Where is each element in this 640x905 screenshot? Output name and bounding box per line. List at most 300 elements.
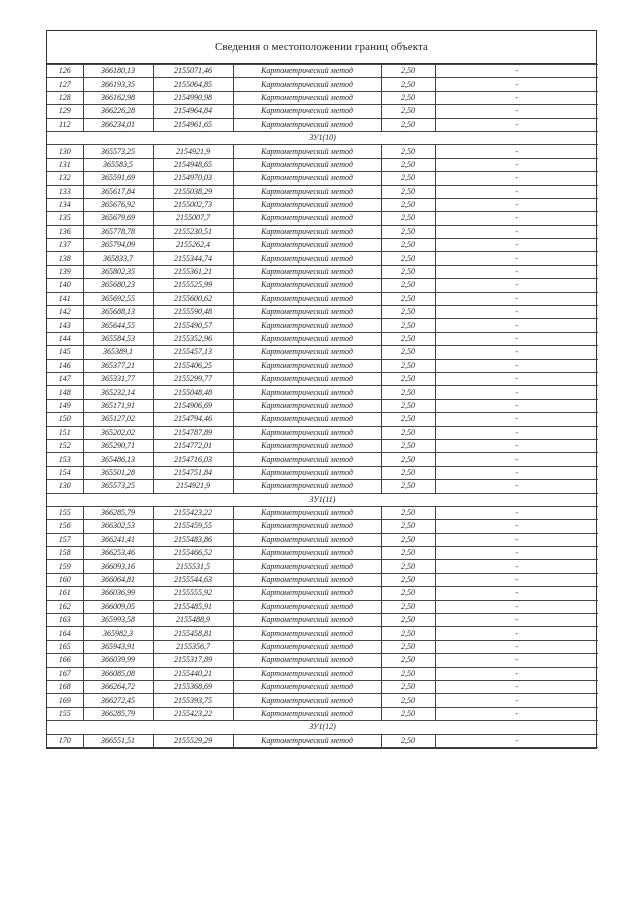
cell-point-number: 161	[47, 587, 83, 600]
cell-point-number: 142	[47, 306, 83, 319]
cell-accuracy: 2,50	[381, 614, 435, 627]
cell-coord-x: 365583,5	[83, 158, 153, 171]
table-row	[47, 627, 598, 640]
cell-coord-y: 2155299,77	[153, 372, 233, 385]
cell-description: -	[435, 439, 598, 452]
cell-accuracy: 2,50	[381, 707, 435, 720]
cell-coord-y: 2154921,9	[153, 145, 233, 158]
cell-method: Картометрический метод	[233, 172, 381, 185]
cell-point-number: 130	[47, 480, 83, 493]
cell-description: -	[435, 466, 598, 479]
cell-description: -	[435, 118, 598, 131]
cell-method: Картометрический метод	[233, 520, 381, 533]
table-row	[47, 292, 598, 305]
cell-coord-x: 366234,01	[83, 118, 153, 131]
cell-point-number: 165	[47, 640, 83, 653]
cell-coord-x: 366241,41	[83, 533, 153, 546]
cell-coord-y: 2154990,98	[153, 91, 233, 104]
cell-coord-x: 365679,69	[83, 212, 153, 225]
table-row	[47, 680, 598, 693]
cell-method: Картометрический метод	[233, 734, 381, 747]
cell-method: Картометрический метод	[233, 78, 381, 91]
cell-point-number: 163	[47, 614, 83, 627]
cell-coord-y: 2155230,51	[153, 225, 233, 238]
cell-point-number: 141	[47, 292, 83, 305]
cell-description: -	[435, 386, 598, 399]
cell-coord-x: 365688,13	[83, 306, 153, 319]
cell-description: -	[435, 372, 598, 385]
cell-point-number: 134	[47, 198, 83, 211]
cell-point-number: 135	[47, 212, 83, 225]
cell-description: -	[435, 306, 598, 319]
section-label: ЗУ1(10)	[47, 131, 598, 144]
cell-accuracy: 2,50	[381, 587, 435, 600]
table-row	[47, 640, 598, 653]
section-row	[47, 131, 598, 144]
table-row	[47, 65, 598, 78]
table-row	[47, 614, 598, 627]
table-row	[47, 372, 598, 385]
cell-coord-x: 365644,55	[83, 319, 153, 332]
cell-point-number: 129	[47, 105, 83, 118]
cell-coord-x: 365501,28	[83, 466, 153, 479]
cell-coord-y: 2154961,65	[153, 118, 233, 131]
cell-coord-y: 2154716,03	[153, 453, 233, 466]
table-row	[47, 654, 598, 667]
cell-coord-x: 366093,16	[83, 560, 153, 573]
table-row	[47, 413, 598, 426]
cell-coord-y: 2154906,69	[153, 399, 233, 412]
cell-accuracy: 2,50	[381, 573, 435, 586]
cell-point-number: 160	[47, 573, 83, 586]
cell-description: -	[435, 185, 598, 198]
cell-method: Картометрический метод	[233, 667, 381, 680]
cell-description: -	[435, 359, 598, 372]
cell-coord-x: 366302,53	[83, 520, 153, 533]
table-row	[47, 91, 598, 104]
cell-accuracy: 2,50	[381, 667, 435, 680]
cell-accuracy: 2,50	[381, 627, 435, 640]
cell-point-number: 150	[47, 413, 83, 426]
cell-method: Картометрический метод	[233, 413, 381, 426]
cell-coord-x: 365982,3	[83, 627, 153, 640]
cell-coord-x: 366162,98	[83, 91, 153, 104]
cell-method: Картометрический метод	[233, 65, 381, 78]
cell-coord-y: 2155352,96	[153, 332, 233, 345]
cell-description: -	[435, 78, 598, 91]
cell-description: -	[435, 694, 598, 707]
cell-point-number: 170	[47, 734, 83, 747]
cell-coord-x: 366264,72	[83, 680, 153, 693]
cell-coord-x: 365573,25	[83, 145, 153, 158]
cell-point-number: 137	[47, 239, 83, 252]
cell-accuracy: 2,50	[381, 78, 435, 91]
cell-coord-x: 365617,84	[83, 185, 153, 198]
cell-coord-x: 366193,35	[83, 78, 153, 91]
table-row	[47, 439, 598, 452]
cell-accuracy: 2,50	[381, 533, 435, 546]
cell-point-number: 153	[47, 453, 83, 466]
cell-description: -	[435, 319, 598, 332]
table-row	[47, 573, 598, 586]
table-row	[47, 172, 598, 185]
cell-coord-y: 2155440,21	[153, 667, 233, 680]
cell-point-number: 152	[47, 439, 83, 452]
table-row	[47, 359, 598, 372]
cell-accuracy: 2,50	[381, 640, 435, 653]
coordinates-table	[47, 64, 598, 748]
cell-description: -	[435, 614, 598, 627]
section-label: ЗУ1(12)	[47, 721, 598, 734]
cell-point-number: 156	[47, 520, 83, 533]
cell-point-number: 162	[47, 600, 83, 613]
cell-description: -	[435, 172, 598, 185]
cell-accuracy: 2,50	[381, 172, 435, 185]
cell-description: -	[435, 413, 598, 426]
cell-coord-y: 2154751,84	[153, 466, 233, 479]
cell-coord-y: 2155064,85	[153, 78, 233, 91]
cell-coord-y: 2155317,89	[153, 654, 233, 667]
cell-description: -	[435, 520, 598, 533]
cell-coord-x: 366039,99	[83, 654, 153, 667]
cell-accuracy: 2,50	[381, 105, 435, 118]
cell-point-number: 148	[47, 386, 83, 399]
cell-accuracy: 2,50	[381, 386, 435, 399]
table-row	[47, 600, 598, 613]
table-row	[47, 453, 598, 466]
cell-method: Картометрический метод	[233, 252, 381, 265]
cell-method: Картометрический метод	[233, 332, 381, 345]
cell-coord-x: 366285,79	[83, 506, 153, 519]
cell-method: Картометрический метод	[233, 158, 381, 171]
cell-coord-y: 2155483,86	[153, 533, 233, 546]
cell-coord-x: 366551,51	[83, 734, 153, 747]
cell-point-number: 112	[47, 118, 83, 131]
cell-method: Картометрический метод	[233, 319, 381, 332]
cell-description: -	[435, 453, 598, 466]
cell-coord-x: 365802,35	[83, 265, 153, 278]
cell-coord-y: 2155459,55	[153, 520, 233, 533]
coordinates-table-body	[47, 65, 598, 748]
cell-description: -	[435, 667, 598, 680]
cell-point-number: 136	[47, 225, 83, 238]
cell-description: -	[435, 560, 598, 573]
cell-method: Картометрический метод	[233, 439, 381, 452]
cell-coord-x: 365778,78	[83, 225, 153, 238]
cell-description: -	[435, 225, 598, 238]
cell-coord-x: 366253,46	[83, 547, 153, 560]
table-row	[47, 480, 598, 493]
cell-point-number: 155	[47, 506, 83, 519]
cell-coord-y: 2155071,46	[153, 65, 233, 78]
cell-coord-y: 2155488,9	[153, 614, 233, 627]
cell-point-number: 154	[47, 466, 83, 479]
cell-point-number: 166	[47, 654, 83, 667]
cell-coord-y: 2154964,84	[153, 105, 233, 118]
cell-coord-y: 2155344,74	[153, 252, 233, 265]
cell-coord-x: 366272,45	[83, 694, 153, 707]
table-row	[47, 707, 598, 720]
cell-coord-y: 2155525,99	[153, 279, 233, 292]
cell-description: -	[435, 198, 598, 211]
cell-method: Картометрический метод	[233, 399, 381, 412]
table-row	[47, 212, 598, 225]
cell-method: Картометрический метод	[233, 225, 381, 238]
cell-accuracy: 2,50	[381, 118, 435, 131]
cell-coord-y: 2155368,69	[153, 680, 233, 693]
table-row	[47, 346, 598, 359]
cell-method: Картометрический метод	[233, 547, 381, 560]
cell-accuracy: 2,50	[381, 680, 435, 693]
cell-coord-x: 365591,69	[83, 172, 153, 185]
cell-method: Картометрический метод	[233, 359, 381, 372]
cell-method: Картометрический метод	[233, 600, 381, 613]
cell-point-number: 131	[47, 158, 83, 171]
cell-coord-x: 366226,28	[83, 105, 153, 118]
cell-description: -	[435, 145, 598, 158]
cell-accuracy: 2,50	[381, 520, 435, 533]
cell-coord-x: 366180,13	[83, 65, 153, 78]
table-row	[47, 587, 598, 600]
cell-accuracy: 2,50	[381, 158, 435, 171]
cell-accuracy: 2,50	[381, 212, 435, 225]
cell-coord-x: 365232,14	[83, 386, 153, 399]
cell-coord-y: 2155457,13	[153, 346, 233, 359]
cell-method: Картометрический метод	[233, 453, 381, 466]
table-row	[47, 466, 598, 479]
table-row	[47, 547, 598, 560]
cell-method: Картометрический метод	[233, 694, 381, 707]
cell-coord-x: 365676,92	[83, 198, 153, 211]
cell-method: Картометрический метод	[233, 466, 381, 479]
cell-method: Картометрический метод	[233, 560, 381, 573]
cell-method: Картометрический метод	[233, 198, 381, 211]
cell-coord-y: 2155393,75	[153, 694, 233, 707]
cell-point-number: 146	[47, 359, 83, 372]
table-row	[47, 198, 598, 211]
cell-description: -	[435, 292, 598, 305]
cell-method: Картометрический метод	[233, 587, 381, 600]
cell-accuracy: 2,50	[381, 306, 435, 319]
cell-coord-y: 2155356,7	[153, 640, 233, 653]
cell-method: Картометрический метод	[233, 573, 381, 586]
cell-coord-y: 2155458,81	[153, 627, 233, 640]
table-row	[47, 105, 598, 118]
cell-accuracy: 2,50	[381, 145, 435, 158]
cell-accuracy: 2,50	[381, 694, 435, 707]
cell-accuracy: 2,50	[381, 91, 435, 104]
cell-coord-x: 365943,91	[83, 640, 153, 653]
cell-accuracy: 2,50	[381, 292, 435, 305]
cell-point-number: 143	[47, 319, 83, 332]
cell-method: Картометрический метод	[233, 506, 381, 519]
cell-accuracy: 2,50	[381, 265, 435, 278]
cell-coord-y: 2155490,57	[153, 319, 233, 332]
cell-coord-x: 366009,05	[83, 600, 153, 613]
cell-accuracy: 2,50	[381, 547, 435, 560]
cell-accuracy: 2,50	[381, 560, 435, 573]
cell-coord-y: 2155555,92	[153, 587, 233, 600]
table-row	[47, 319, 598, 332]
table-row	[47, 399, 598, 412]
cell-description: -	[435, 573, 598, 586]
cell-description: -	[435, 734, 598, 747]
cell-accuracy: 2,50	[381, 372, 435, 385]
table-row	[47, 252, 598, 265]
cell-accuracy: 2,50	[381, 185, 435, 198]
cell-accuracy: 2,50	[381, 399, 435, 412]
cell-point-number: 128	[47, 91, 83, 104]
cell-coord-y: 2155007,7	[153, 212, 233, 225]
cell-coord-x: 365127,02	[83, 413, 153, 426]
cell-accuracy: 2,50	[381, 453, 435, 466]
cell-coord-y: 2155466,52	[153, 547, 233, 560]
cell-coord-x: 365584,53	[83, 332, 153, 345]
cell-method: Картометрический метод	[233, 145, 381, 158]
cell-point-number: 155	[47, 707, 83, 720]
cell-description: -	[435, 212, 598, 225]
cell-coord-x: 366285,79	[83, 707, 153, 720]
table-row	[47, 118, 598, 131]
cell-coord-x: 365573,25	[83, 480, 153, 493]
cell-coord-y: 2155423,22	[153, 506, 233, 519]
cell-coord-x: 365794,09	[83, 239, 153, 252]
cell-coord-y: 2154921,9	[153, 480, 233, 493]
cell-accuracy: 2,50	[381, 346, 435, 359]
cell-point-number: 151	[47, 426, 83, 439]
cell-description: -	[435, 707, 598, 720]
cell-coord-y: 2154794,46	[153, 413, 233, 426]
cell-accuracy: 2,50	[381, 239, 435, 252]
cell-coord-y: 2154948,65	[153, 158, 233, 171]
cell-coord-y: 2155406,25	[153, 359, 233, 372]
cell-description: -	[435, 426, 598, 439]
table-row	[47, 506, 598, 519]
cell-method: Картометрический метод	[233, 105, 381, 118]
cell-coord-y: 2154970,03	[153, 172, 233, 185]
cell-coord-x: 365486,13	[83, 453, 153, 466]
cell-coord-x: 366085,08	[83, 667, 153, 680]
cell-point-number: 149	[47, 399, 83, 412]
table-row	[47, 306, 598, 319]
table-row	[47, 533, 598, 546]
cell-description: -	[435, 640, 598, 653]
table-row	[47, 560, 598, 573]
cell-description: -	[435, 480, 598, 493]
table-row	[47, 78, 598, 91]
cell-point-number: 127	[47, 78, 83, 91]
cell-point-number: 133	[47, 185, 83, 198]
cell-accuracy: 2,50	[381, 65, 435, 78]
cell-accuracy: 2,50	[381, 466, 435, 479]
cell-accuracy: 2,50	[381, 359, 435, 372]
cell-coord-y: 2155544,63	[153, 573, 233, 586]
cell-point-number: 139	[47, 265, 83, 278]
cell-accuracy: 2,50	[381, 279, 435, 292]
cell-description: -	[435, 399, 598, 412]
table-row	[47, 239, 598, 252]
cell-coord-x: 365377,21	[83, 359, 153, 372]
cell-method: Картометрический метод	[233, 426, 381, 439]
cell-description: -	[435, 158, 598, 171]
cell-method: Картометрический метод	[233, 640, 381, 653]
cell-method: Картометрический метод	[233, 533, 381, 546]
cell-method: Картометрический метод	[233, 306, 381, 319]
cell-description: -	[435, 265, 598, 278]
cell-method: Картометрический метод	[233, 614, 381, 627]
cell-method: Картометрический метод	[233, 654, 381, 667]
cell-description: -	[435, 506, 598, 519]
cell-coord-y: 2155485,91	[153, 600, 233, 613]
document-page	[46, 30, 597, 749]
cell-accuracy: 2,50	[381, 332, 435, 345]
cell-point-number: 167	[47, 667, 83, 680]
cell-coord-x: 365680,23	[83, 279, 153, 292]
table-title: Сведения о местоположении границ объекта	[47, 31, 596, 64]
section-row	[47, 721, 598, 734]
cell-method: Картометрический метод	[233, 292, 381, 305]
cell-coord-y: 2155531,5	[153, 560, 233, 573]
cell-method: Картометрический метод	[233, 346, 381, 359]
cell-coord-y: 2155600,62	[153, 292, 233, 305]
cell-coord-x: 365171,91	[83, 399, 153, 412]
table-row	[47, 145, 598, 158]
cell-method: Картометрический метод	[233, 707, 381, 720]
section-row	[47, 493, 598, 506]
cell-method: Картометрический метод	[233, 627, 381, 640]
cell-method: Картометрический метод	[233, 118, 381, 131]
table-row	[47, 426, 598, 439]
cell-accuracy: 2,50	[381, 319, 435, 332]
cell-description: -	[435, 252, 598, 265]
cell-coord-y: 2155038,29	[153, 185, 233, 198]
cell-method: Картометрический метод	[233, 680, 381, 693]
section-label: ЗУ1(11)	[47, 493, 598, 506]
cell-description: -	[435, 587, 598, 600]
cell-point-number: 157	[47, 533, 83, 546]
cell-accuracy: 2,50	[381, 426, 435, 439]
table-row	[47, 520, 598, 533]
cell-point-number: 145	[47, 346, 83, 359]
cell-method: Картометрический метод	[233, 265, 381, 278]
cell-method: Картометрический метод	[233, 185, 381, 198]
cell-description: -	[435, 65, 598, 78]
cell-accuracy: 2,50	[381, 413, 435, 426]
cell-description: -	[435, 332, 598, 345]
cell-point-number: 158	[47, 547, 83, 560]
cell-description: -	[435, 533, 598, 546]
cell-point-number: 168	[47, 680, 83, 693]
table-row	[47, 185, 598, 198]
cell-accuracy: 2,50	[381, 480, 435, 493]
cell-coord-y: 2155048,48	[153, 386, 233, 399]
cell-point-number: 126	[47, 65, 83, 78]
cell-accuracy: 2,50	[381, 252, 435, 265]
cell-accuracy: 2,50	[381, 439, 435, 452]
cell-coord-x: 365833,7	[83, 252, 153, 265]
cell-description: -	[435, 346, 598, 359]
table-row	[47, 225, 598, 238]
cell-point-number: 130	[47, 145, 83, 158]
cell-coord-y: 2154787,89	[153, 426, 233, 439]
cell-accuracy: 2,50	[381, 198, 435, 211]
cell-method: Картометрический метод	[233, 91, 381, 104]
cell-method: Картометрический метод	[233, 239, 381, 252]
cell-coord-y: 2155262,4	[153, 239, 233, 252]
table-row	[47, 332, 598, 345]
cell-coord-x: 365290,71	[83, 439, 153, 452]
table-row	[47, 734, 598, 747]
